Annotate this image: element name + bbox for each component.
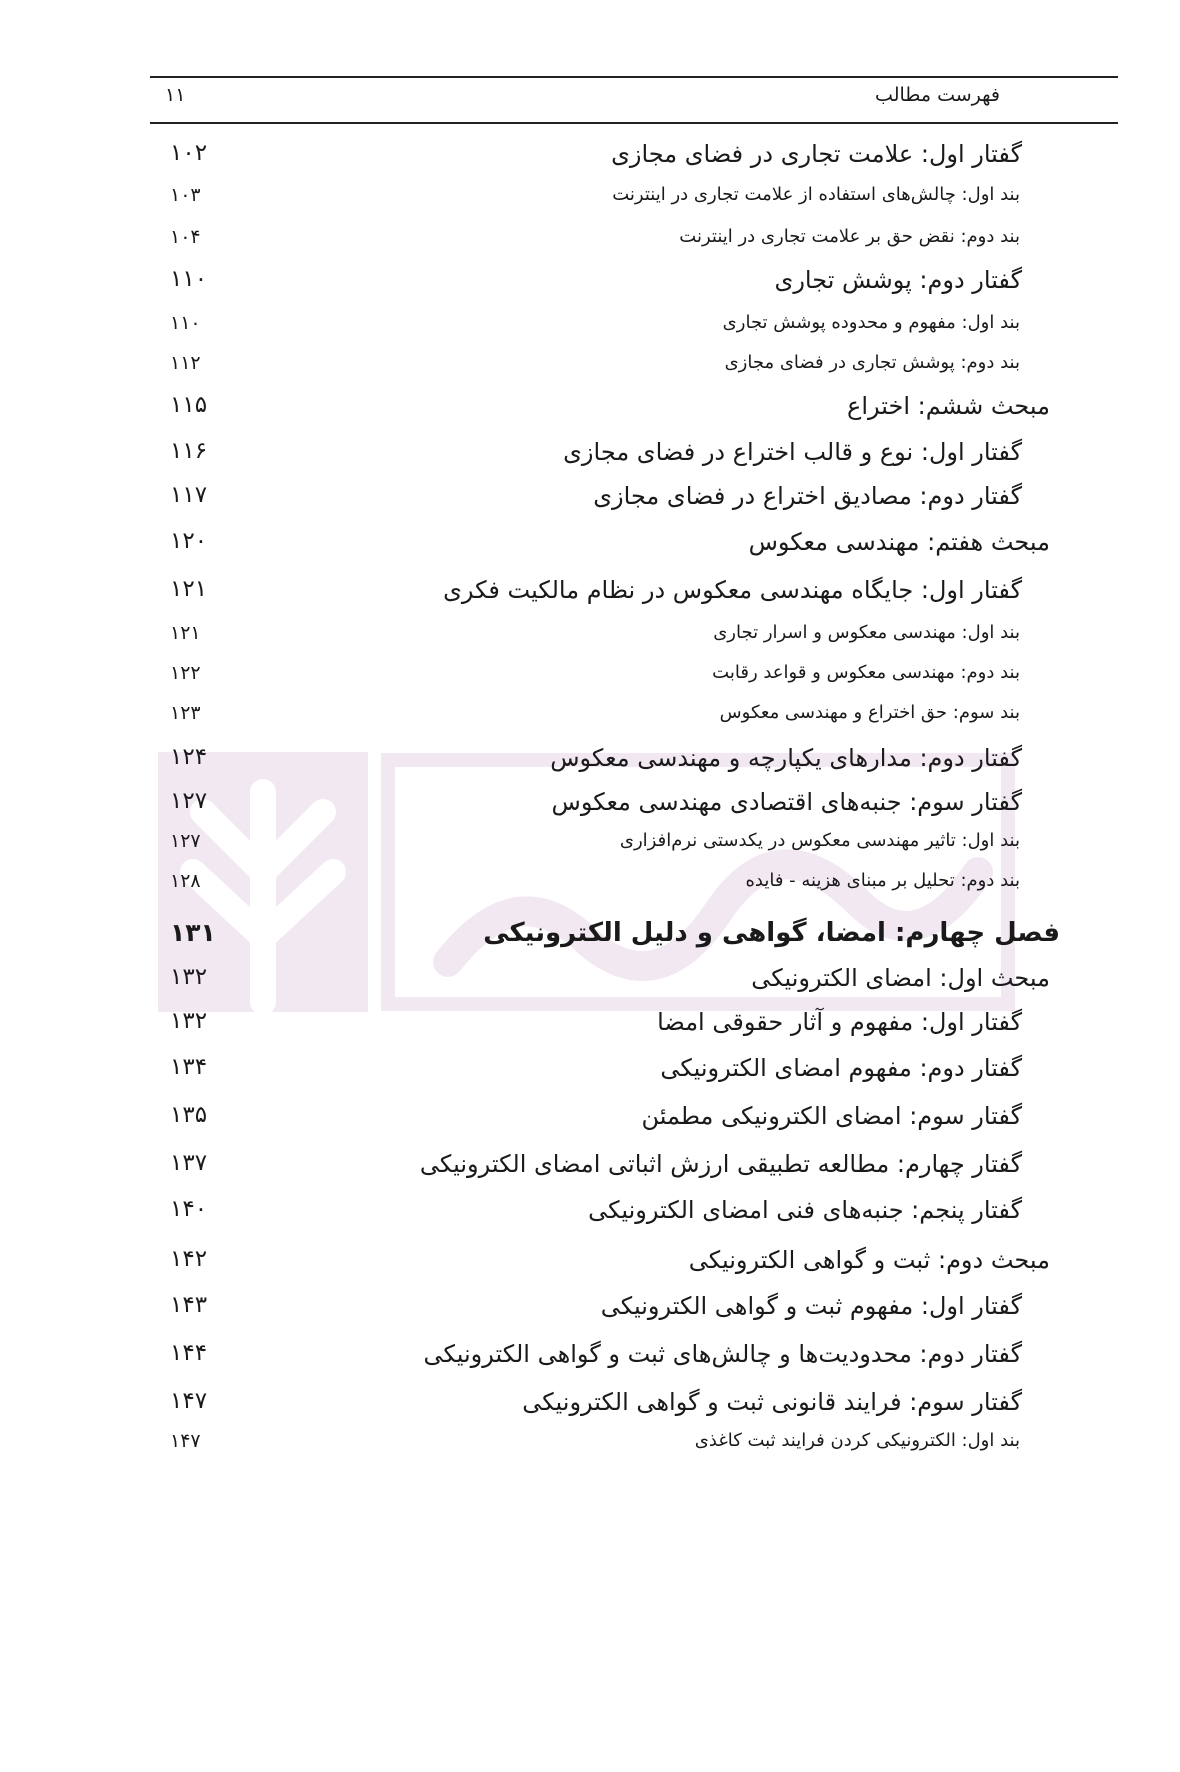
toc-entry-page-number: ۱۴۴	[170, 1340, 208, 1366]
toc-entry-title: گفتار دوم: مصادیق اختراع در فضای مجازی	[593, 482, 1022, 510]
toc-entry-page-number: ۱۰۴	[170, 226, 201, 248]
toc-entry	[150, 140, 1060, 184]
toc-entry-page-number: ۱۴۷	[170, 1388, 208, 1414]
toc-entry	[150, 918, 1060, 962]
toc-entry-page-number: ۱۱۰	[170, 266, 208, 292]
toc-entry	[150, 266, 1060, 310]
toc-entry	[150, 830, 1060, 874]
toc-entry	[150, 870, 1060, 914]
toc-entry-title: بند اول: چالش‌های استفاده از علامت تجاری در اینترنت	[612, 184, 1020, 205]
toc-entry-page-number: ۱۳۴	[170, 1054, 208, 1080]
toc-entry-title: فصل چهارم: امضا، گواهی و دلیل الکترونیکی	[483, 918, 1060, 948]
toc-entry-page-number: ۱۲۷	[170, 788, 208, 814]
header-rule-top	[150, 76, 1118, 78]
toc-entry-page-number: ۱۲۰	[170, 528, 208, 554]
toc-entry	[150, 1054, 1060, 1098]
toc-entry	[150, 1388, 1060, 1432]
toc-entry	[150, 1196, 1060, 1240]
toc-entry-page-number: ۱۴۰	[170, 1196, 208, 1222]
toc-entry-title: بند دوم: مهندسی معکوس و قواعد رقابت	[712, 662, 1020, 683]
toc-entry-title: گفتار پنجم: جنبه‌های فنی امضای الکترونیکی	[588, 1196, 1022, 1224]
toc-entry-title: بند اول: مهندسی معکوس و اسرار تجاری	[713, 622, 1020, 643]
toc-entry-page-number: ۱۳۱	[170, 918, 216, 947]
toc-entry	[150, 1292, 1060, 1336]
header-rule-bottom	[150, 122, 1118, 124]
toc-entry	[150, 528, 1060, 572]
toc-entry	[150, 702, 1060, 746]
toc-entry-title: گفتار سوم: امضای الکترونیکی مطمئن	[641, 1102, 1022, 1130]
toc-entry	[150, 226, 1060, 270]
toc-entry-title: گفتار دوم: مفهوم امضای الکترونیکی	[660, 1054, 1022, 1082]
toc-entry	[150, 1246, 1060, 1290]
toc-entry-page-number: ۱۲۱	[170, 622, 201, 644]
toc-entry	[150, 964, 1060, 1008]
toc-entry	[150, 1102, 1060, 1146]
toc-entry-page-number: ۱۱۰	[170, 312, 201, 334]
toc-entry-page-number: ۱۲۳	[170, 702, 201, 724]
toc-entry-title: مبحث ششم: اختراع	[847, 392, 1050, 420]
toc-entry-title: مبحث اول: امضای الکترونیکی	[751, 964, 1050, 992]
running-header-page-number: ۱۱	[165, 84, 186, 106]
toc-entry-page-number: ۱۲۸	[170, 870, 201, 892]
toc-entry-title: گفتار اول: جایگاه مهندسی معکوس در نظام مالکیت فکری	[443, 576, 1022, 604]
toc-entry-page-number: ۱۴۷	[170, 1430, 201, 1452]
toc-entry-title: بند اول: الکترونیکی کردن فرایند ثبت کاغذی	[694, 1430, 1020, 1451]
toc-entry-title: گفتار سوم: فرایند قانونی ثبت و گواهی الکترونیکی	[522, 1388, 1022, 1416]
toc-entry	[150, 1150, 1060, 1194]
toc-entry	[150, 788, 1060, 832]
running-header-title: فهرست مطالب	[875, 84, 1000, 106]
toc-entry	[150, 1008, 1060, 1052]
toc-entry-title: گفتار اول: علامت تجاری در فضای مجازی	[611, 140, 1022, 168]
toc-entry-page-number: ۱۳۲	[170, 1008, 208, 1034]
toc-entry	[150, 1430, 1060, 1474]
toc-entry-title: بند دوم: نقض حق بر علامت تجاری در اینترنت	[679, 226, 1020, 247]
toc-entry	[150, 662, 1060, 706]
toc-entry-title: بند سوم: حق اختراع و مهندسی معکوس	[719, 702, 1020, 723]
toc-entry-title: بند دوم: تحلیل بر مبنای هزینه - فایده	[745, 870, 1020, 891]
toc-entry	[150, 392, 1060, 436]
toc-entry-page-number: ۱۱۵	[170, 392, 208, 418]
toc-entry-title: مبحث هفتم: مهندسی معکوس	[748, 528, 1050, 556]
toc-entry-page-number: ۱۳۵	[170, 1102, 208, 1128]
toc-entry-page-number: ۱۲۴	[170, 744, 208, 770]
toc-entry-page-number: ۱۳۲	[170, 964, 208, 990]
toc-entry-page-number: ۱۰۲	[170, 140, 208, 166]
toc-entry-title: گفتار دوم: محدودیت‌ها و چالش‌های ثبت و گواهی الکترونیکی	[423, 1340, 1022, 1368]
toc-entry-title: گفتار اول: مفهوم ثبت و گواهی الکترونیکی	[600, 1292, 1022, 1320]
toc-entry-title: گفتار دوم: مدارهای یکپارچه و مهندسی معکوس	[550, 744, 1022, 772]
toc-entry	[150, 438, 1060, 482]
toc-entry-page-number: ۱۰۳	[170, 184, 201, 206]
toc-entry-page-number: ۱۱۷	[170, 482, 208, 508]
toc-entry-title: بند اول: تاثیر مهندسی معکوس در یکدستی نرم‌افزاری	[619, 830, 1020, 851]
toc-entry-page-number: ۱۱۲	[170, 352, 201, 374]
toc-entry-page-number: ۱۲۲	[170, 662, 201, 684]
toc-entry	[150, 1340, 1060, 1384]
toc-entry-page-number: ۱۲۷	[170, 830, 201, 852]
toc-entry-title: گفتار سوم: جنبه‌های اقتصادی مهندسی معکوس	[551, 788, 1022, 816]
toc-entry-title: گفتار اول: نوع و قالب اختراع در فضای مجازی	[563, 438, 1022, 466]
toc-entry	[150, 622, 1060, 666]
toc-entry-page-number: ۱۱۶	[170, 438, 208, 464]
toc-entry-title: مبحث دوم: ثبت و گواهی الکترونیکی	[688, 1246, 1050, 1274]
toc-entry-title: گفتار چهارم: مطالعه تطبیقی ارزش اثباتی امضای الکترونیکی	[419, 1150, 1022, 1178]
toc-entry-title: گفتار دوم: پوشش تجاری	[774, 266, 1022, 294]
toc-entry-page-number: ۱۴۲	[170, 1246, 208, 1272]
toc-entry	[150, 482, 1060, 526]
toc-entry-page-number: ۱۳۷	[170, 1150, 208, 1176]
toc-entry-page-number: ۱۴۳	[170, 1292, 208, 1318]
toc-entry	[150, 576, 1060, 620]
toc-entry	[150, 312, 1060, 356]
toc-entry	[150, 744, 1060, 788]
toc-entry-title: بند دوم: پوشش تجاری در فضای مجازی	[724, 352, 1020, 373]
toc-entry	[150, 184, 1060, 228]
toc-entry-title: بند اول: مفهوم و محدوده پوشش تجاری	[722, 312, 1020, 333]
toc-entry-page-number: ۱۲۱	[170, 576, 208, 602]
toc-entry-title: گفتار اول: مفهوم و آثار حقوقی امضا	[657, 1008, 1022, 1036]
toc-entry	[150, 352, 1060, 396]
